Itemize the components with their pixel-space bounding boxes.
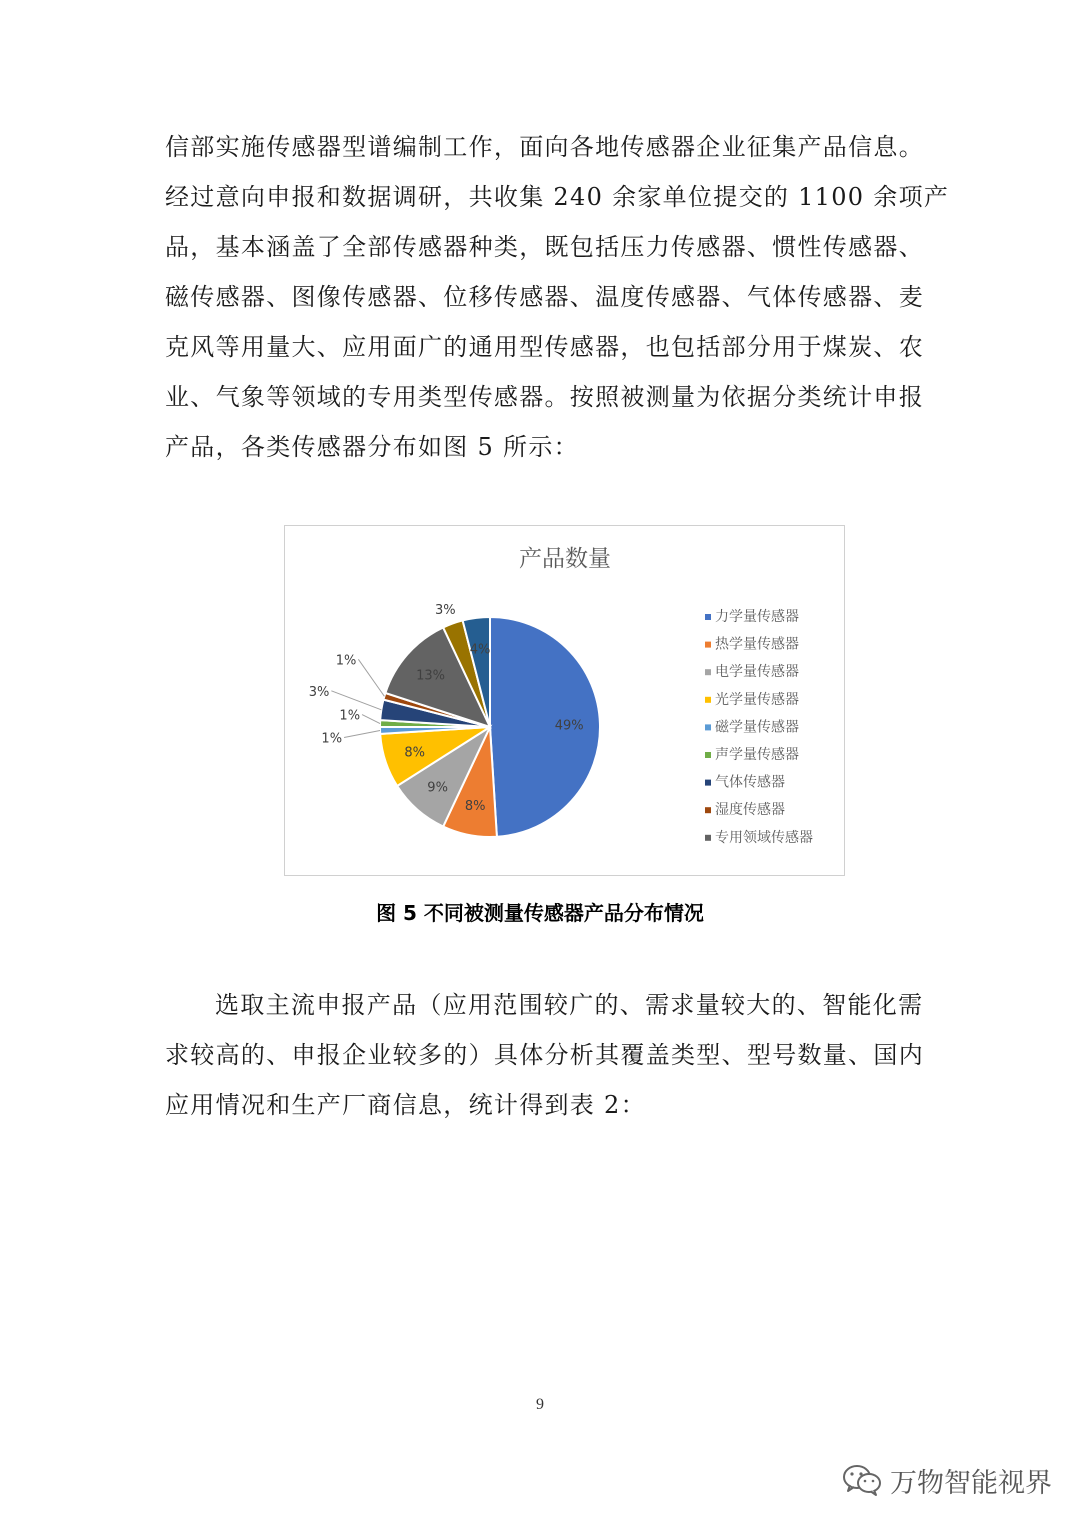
data-label: 1%: [321, 731, 343, 747]
data-label: 1%: [339, 708, 361, 724]
analysis-paragraph: [165, 980, 924, 1130]
text-line: 经过意向申报和数据调研，共收集 240 余家单位提交的 1100 余项产: [165, 183, 950, 211]
legend-label: 气体传感器: [715, 774, 785, 791]
text-line: 求较高的、申报企业较多的）具体分析其覆盖类型、型号数量、国内: [165, 1041, 924, 1069]
legend-swatch: [705, 752, 711, 758]
watermark-text: 万物智能视界: [890, 1467, 1052, 1499]
text-line: 磁传感器、图像传感器、位移传感器、温度传感器、气体传感器、麦: [165, 283, 924, 311]
data-label: 49%: [554, 718, 584, 734]
legend-label: 磁学量传感器: [715, 719, 799, 736]
wechat-icon: [842, 1463, 882, 1497]
legend-swatch: [705, 835, 711, 841]
leader-line: [362, 715, 380, 724]
legend-swatch: [705, 807, 711, 813]
text-line: 业、气象等领域的专用类型传感器。按照被测量为依据分类统计申报: [165, 383, 924, 411]
legend-label: 声学量传感器: [715, 747, 799, 763]
data-label: 1%: [335, 653, 357, 669]
text-line: 信部实施传感器型谱编制工作，面向各地传感器企业征集产品信息。: [165, 133, 924, 161]
page-number: 9: [536, 1396, 544, 1413]
intro-paragraph: [165, 122, 950, 472]
data-label: 3%: [435, 603, 456, 619]
legend-label: 湿度传感器: [715, 802, 785, 819]
text-line: 选取主流申报产品（应用范围较广的、需求量较大的、智能化需: [215, 991, 924, 1019]
text-line: 克风等用量大、应用面广的通用型传感器，也包括部分用于煤炭、农: [165, 333, 924, 361]
text-line: 应用情况和生产厂商信息，统计得到表 2：: [165, 1091, 646, 1119]
data-label: 13%: [416, 668, 446, 684]
legend-swatch: [705, 642, 711, 648]
legend-swatch: [705, 697, 711, 703]
text-line: 产品，各类传感器分布如图 5 所示：: [165, 433, 579, 461]
legend-label: 专用领域传感器: [715, 829, 813, 846]
leader-line: [344, 730, 380, 737]
legend-label: 力学量传感器: [715, 609, 799, 625]
data-label: 9%: [427, 780, 448, 796]
legend-label: 电学量传感器: [715, 664, 799, 681]
pie-chart: [284, 525, 845, 876]
legend-swatch: [705, 724, 711, 730]
legend-swatch: [705, 669, 711, 675]
chart-title: 产品数量: [519, 546, 611, 572]
data-label: 8%: [464, 798, 486, 814]
leader-line: [331, 691, 381, 710]
leader-line: [358, 659, 384, 696]
data-label: 3%: [308, 684, 330, 700]
legend-label: 热学量传感器: [715, 636, 799, 653]
legend-label: 光学量传感器: [715, 691, 799, 708]
legend-swatch: [705, 614, 711, 620]
watermark: [842, 1460, 1052, 1500]
legend-swatch: [705, 780, 711, 786]
pie-chart-canvas: [285, 526, 846, 877]
text-line: 品，基本涵盖了全部传感器种类，既包括压力传感器、惯性传感器、: [165, 233, 924, 261]
data-label: 8%: [404, 745, 425, 761]
data-label: 4%: [469, 642, 491, 658]
figure-caption: 图 5 不同被测量传感器产品分布情况: [376, 901, 704, 925]
